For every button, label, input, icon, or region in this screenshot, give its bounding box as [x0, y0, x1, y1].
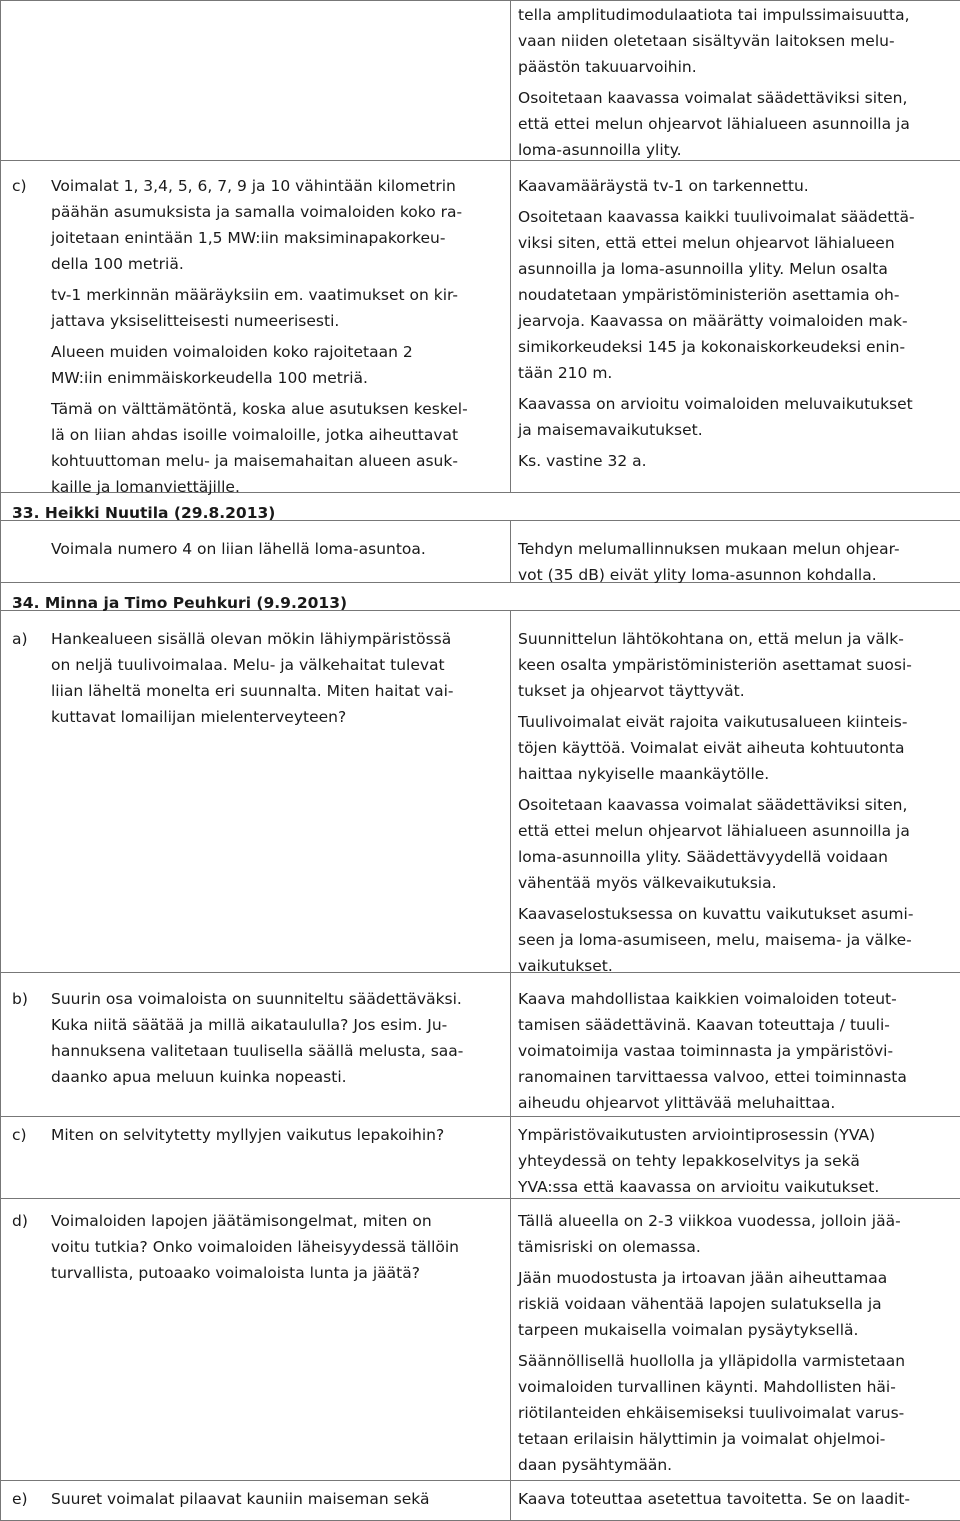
- s33-question: Voimala numero 4 on liian lähellä loma-asuntoa.: [51, 536, 506, 562]
- text-line: kuttavat lomailijan mielenterveyteen?: [51, 704, 506, 730]
- text-line: MW:iin enimmäiskorkeudella 100 metriä.: [51, 365, 506, 391]
- s34a-answer: [518, 626, 954, 979]
- text-line: vot (35 dB) eivät ylity loma-asunnon kohdalla.: [518, 562, 954, 588]
- text-line: hannuksena valitetaan tuulisella säällä melusta, saa-: [51, 1038, 506, 1064]
- text-line: Kuka niitä säätää ja millä aikataululla? Jos esim. Ju-: [51, 1012, 506, 1038]
- text-line: keen osalta ympäristöministeriön asettamat suosi-: [518, 652, 954, 678]
- text-line: Osoitetaan kaavassa voimalat säädettäviksi siten,: [518, 85, 954, 111]
- text-line: riskiä voidaan vähentää lapojen sulatuksella ja: [518, 1291, 954, 1317]
- text-line: jattava yksiselitteisesti numeerisesti.: [51, 308, 506, 334]
- text-line: kohtuuttoman melu- ja maisemahaitan alueen asuk-: [51, 448, 506, 474]
- text-line: tämisriski on olemassa.: [518, 1234, 954, 1260]
- text-line: riötilanteiden ehkäisemiseksi tuulivoimalat varus-: [518, 1400, 954, 1426]
- paragraph: [518, 1348, 954, 1478]
- text-line: Kaavaselostuksessa on kuvattu vaikutukset asumi-: [518, 901, 954, 927]
- text-line: Voimaloiden lapojen jäätämisongelmat, miten on: [51, 1208, 506, 1234]
- cell-left-top: [1, 1, 511, 161]
- paragraph: [518, 204, 954, 386]
- text-line: tv-1 merkinnän määräyksiin em. vaatimukset on kir-: [51, 282, 506, 308]
- s34e-question: Suuret voimalat pilaavat kauniin maiseman sekä: [51, 1486, 506, 1512]
- item-c-answer: [518, 173, 954, 474]
- s34c-question: Miten on selvitytetty myllyjen vaikutus lepakoihin?: [51, 1122, 506, 1148]
- paragraph: [518, 85, 954, 163]
- item-marker: e): [12, 1486, 28, 1512]
- text-line: Suurin osa voimaloista on suunniteltu säädettäväksi.: [51, 986, 506, 1012]
- paragraph: Ks. vastine 32 a.: [518, 448, 954, 474]
- text-line: loma-asunnoilla ylity. Säädettävyydellä voidaan: [518, 844, 954, 870]
- text-line: seen ja loma-asumiseen, melu, maisema- ja välke-: [518, 927, 954, 953]
- top-right-text: [518, 2, 954, 163]
- text-line: on neljä tuulivoimalaa. Melu- ja välkehaitat tulevat: [51, 652, 506, 678]
- text-line: voimatoimija vastaa toiminnasta ja ympäristövi-: [518, 1038, 954, 1064]
- item-marker: a): [12, 626, 28, 652]
- text-line: turvallista, putoaako voimaloista lunta ja jäätä?: [51, 1260, 506, 1286]
- s34d-question: [51, 1208, 506, 1286]
- text-line: liian läheltä monelta eri suunnalta. Miten haitat vai-: [51, 678, 506, 704]
- text-line: joitetaan enintään 1,5 MW:iin maksiminapakorkeu-: [51, 225, 506, 251]
- text-line: ranomainen tarvittaessa valvoo, ettei toiminnasta: [518, 1064, 954, 1090]
- s34b-question: [51, 986, 506, 1090]
- item-marker: c): [12, 173, 27, 199]
- section-33-header: 33. Heikki Nuutila (29.8.2013): [12, 500, 275, 526]
- s34c-answer: [518, 1122, 954, 1200]
- text-line: Tuulivoimalat eivät rajoita vaikutusalueen kiinteis-: [518, 709, 954, 735]
- paragraph: [518, 792, 954, 896]
- paragraph: [51, 339, 506, 391]
- text-line: haittaa nykyiselle maankäytölle.: [518, 761, 954, 787]
- text-line: tukset ja ohjearvot täyttyvät.: [518, 678, 954, 704]
- text-line: vaikutukset.: [518, 953, 954, 979]
- text-line: aiheudu ohjearvot ylittävää meluhaittaa.: [518, 1090, 954, 1116]
- text-line: että ettei melun ohjearvot lähialueen asunnoilla ja: [518, 111, 954, 137]
- paragraph: [518, 1265, 954, 1343]
- text-line: Osoitetaan kaavassa voimalat säädettäviksi siten,: [518, 792, 954, 818]
- text-line: vähentää myös välkevaikutuksia.: [518, 870, 954, 896]
- text-line: Tehdyn melumallinnuksen mukaan melun ohjear-: [518, 536, 954, 562]
- paragraph: [518, 2, 954, 80]
- text-line: voitu tutkia? Onko voimaloiden läheisyydessä tällöin: [51, 1234, 506, 1260]
- paragraph: [518, 391, 954, 443]
- text-line: Osoitetaan kaavassa kaikki tuulivoimalat säädettä-: [518, 204, 954, 230]
- text-line: päästön takuuarvoihin.: [518, 54, 954, 80]
- text-line: della 100 metriä.: [51, 251, 506, 277]
- text-line: loma-asunnoilla ylity.: [518, 137, 954, 163]
- text-line: kaille ja lomanviettäjille.: [51, 474, 506, 500]
- item-marker: d): [12, 1208, 28, 1234]
- text-line: Tällä alueella on 2-3 viikkoa vuodessa, jolloin jää-: [518, 1208, 954, 1234]
- text-line: vaan niiden oletetaan sisältyvän laitoksen melu-: [518, 28, 954, 54]
- text-line: YVA:ssa että kaavassa on arvioitu vaikutukset.: [518, 1174, 954, 1200]
- text-line: Ympäristövaikutusten arviointiprosessin (YVA): [518, 1122, 954, 1148]
- text-line: töjen käyttöä. Voimalat eivät aiheuta kohtuutonta: [518, 735, 954, 761]
- s34b-answer: [518, 986, 954, 1116]
- text-line: voimaloiden turvallinen käynti. Mahdollisten häi-: [518, 1374, 954, 1400]
- text-line: Kaavassa on arvioitu voimaloiden meluvaikutukset: [518, 391, 954, 417]
- text-line: Jään muodostusta ja irtoavan jään aiheuttamaa: [518, 1265, 954, 1291]
- text-line: päähän asumuksista ja samalla voimaloiden koko ra-: [51, 199, 506, 225]
- paragraph: [518, 901, 954, 979]
- item-c-question: [51, 173, 506, 500]
- item-marker: c): [12, 1122, 27, 1148]
- text-line: että ettei melun ohjearvot lähialueen asunnoilla ja: [518, 818, 954, 844]
- paragraph: [518, 709, 954, 787]
- text-line: Suunnittelun lähtökohtana on, että melun ja välk-: [518, 626, 954, 652]
- text-line: tetaan erilaisin hälyttimin ja voimalat ohjelmoi-: [518, 1426, 954, 1452]
- text-line: simikorkeudeksi 145 ja kokonaiskorkeudeksi enin-: [518, 334, 954, 360]
- text-line: jearvoja. Kaavassa on määrätty voimaloiden mak-: [518, 308, 954, 334]
- text-line: Alueen muiden voimaloiden koko rajoitetaan 2: [51, 339, 506, 365]
- text-line: tamisen säädettävinä. Kaavan toteuttaja / tuuli-: [518, 1012, 954, 1038]
- text-line: Voimalat 1, 3,4, 5, 6, 7, 9 ja 10 vähintään kilometrin: [51, 173, 506, 199]
- text-line: tään 210 m.: [518, 360, 954, 386]
- s34a-question: [51, 626, 506, 730]
- paragraph: [518, 626, 954, 704]
- paragraph: Kaavamääräystä tv-1 on tarkennettu.: [518, 173, 954, 199]
- paragraph: [51, 282, 506, 334]
- text-line: daanko apua meluun kuinka nopeasti.: [51, 1064, 506, 1090]
- item-marker: b): [12, 986, 28, 1012]
- paragraph: [51, 173, 506, 277]
- paragraph: [518, 1208, 954, 1260]
- section-34-header: 34. Minna ja Timo Peuhkuri (9.9.2013): [12, 590, 347, 616]
- text-line: Tämä on välttämätöntä, koska alue asutuksen keskel-: [51, 396, 506, 422]
- s34e-answer: Kaava toteuttaa asetettua tavoitetta. Se on laadit-: [518, 1486, 954, 1512]
- s34d-answer: [518, 1208, 954, 1478]
- text-line: viksi siten, että ettei melun ohjearvot lähialueen: [518, 230, 954, 256]
- text-line: tarpeen mukaisella voimalan pysäytyksellä.: [518, 1317, 954, 1343]
- text-line: daan pysähtymään.: [518, 1452, 954, 1478]
- text-line: Hankealueen sisällä olevan mökin lähiympäristössä: [51, 626, 506, 652]
- text-line: yhteydessä on tehty lepakkoselvitys ja sekä: [518, 1148, 954, 1174]
- text-line: ja maisemavaikutukset.: [518, 417, 954, 443]
- text-line: Säännöllisellä huollolla ja ylläpidolla varmistetaan: [518, 1348, 954, 1374]
- s33-answer: [518, 536, 954, 588]
- text-line: Kaava mahdollistaa kaikkien voimaloiden toteut-: [518, 986, 954, 1012]
- paragraph: [51, 396, 506, 500]
- text-line: lä on liian ahdas isoille voimaloille, jotka aiheuttavat: [51, 422, 506, 448]
- text-line: noudatetaan ympäristöministeriön asettamia oh-: [518, 282, 954, 308]
- text-line: tella amplitudimodulaatiota tai impulssimaisuutta,: [518, 2, 954, 28]
- text-line: asunnoilla ja loma-asunnoilla ylity. Melun osalta: [518, 256, 954, 282]
